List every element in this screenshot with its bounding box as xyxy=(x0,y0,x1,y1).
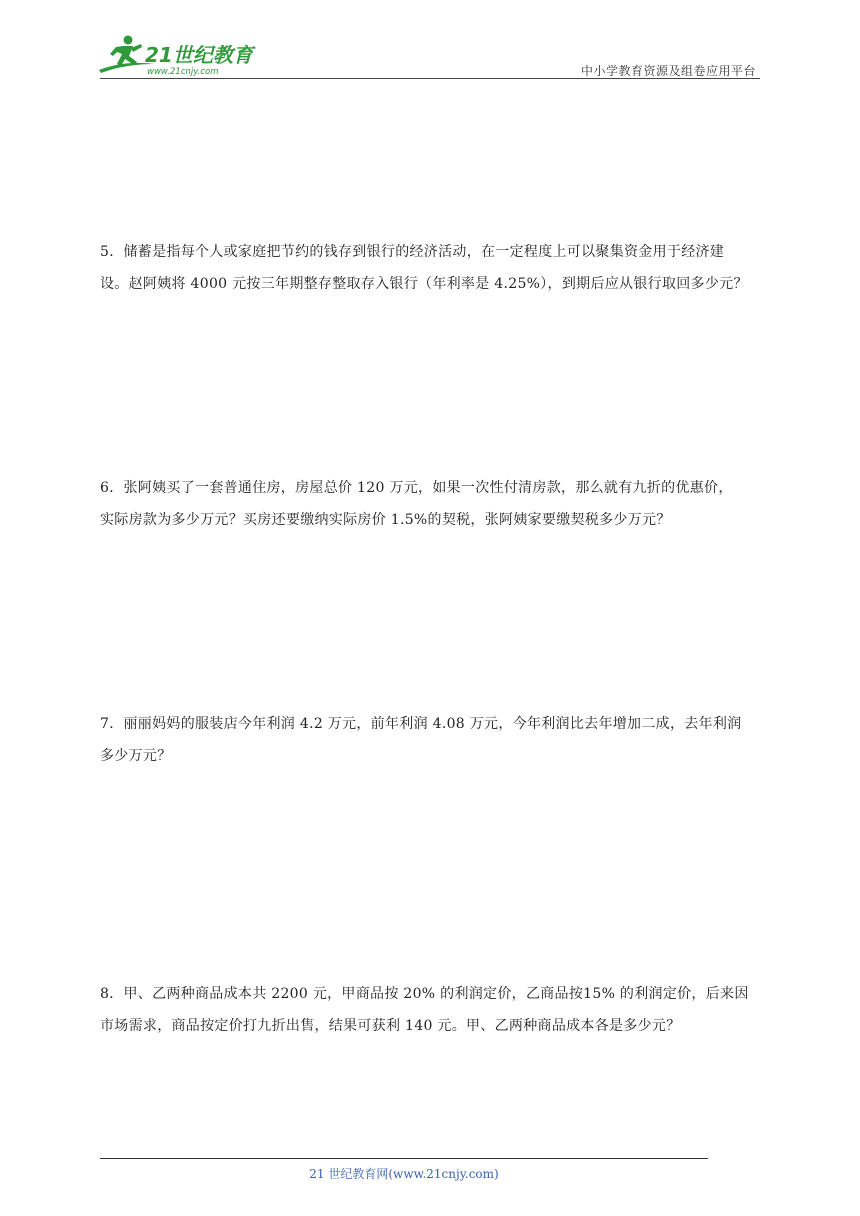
question-line: 6．张阿姨买了一套普通住房，房屋总价 120 万元，如果一次性付清房款，那么就有九折的优惠价， xyxy=(100,480,733,496)
question-7 xyxy=(100,708,762,772)
question-line: 实际房款为多少万元？买房还要缴纳实际房价 1.5%的契税，张阿姨家要缴契税多少万元？ xyxy=(100,512,671,528)
question-line: 5．储蓄是指每个人或家庭把节约的钱存到银行的经济活动，在一定程度上可以聚集资金用于经济建 xyxy=(100,244,725,260)
question-line: 市场需求，商品按定价打九折出售，结果可获利 140 元。甲、乙两种商品成本各是多少元？ xyxy=(100,1018,681,1034)
header-platform-text: 中小学教育资源及组卷应用平台 xyxy=(580,64,756,78)
footer-divider xyxy=(100,1158,708,1159)
logo-url-text: www.21cnjy.com xyxy=(147,67,219,77)
question-line: 8．甲、乙两种商品成本共 2200 元，甲商品按 20% 的利润定价，乙商品按15% 的利润定价，后来因 xyxy=(100,986,749,1002)
question-line: 多少万元？ xyxy=(100,748,172,764)
header-divider xyxy=(100,78,760,79)
question-8 xyxy=(100,978,762,1042)
page-header xyxy=(0,0,860,90)
logo-text: 21世纪教育 xyxy=(145,43,253,67)
question-5 xyxy=(100,236,762,300)
question-6 xyxy=(100,472,762,536)
footer-link[interactable]: 21 世纪教育网(www.21cnjy.com) xyxy=(309,1167,499,1181)
logo xyxy=(95,34,265,78)
question-line: 设。赵阿姨将 4000 元按三年期整存整取存入银行（年利率是 4.25%），到期后应从银行取回多少元？ xyxy=(100,276,748,292)
question-line: 7．丽丽妈妈的服装店今年利润 4.2 万元，前年利润 4.08 万元，今年利润比去年增加二成，去年利润 xyxy=(100,716,742,732)
